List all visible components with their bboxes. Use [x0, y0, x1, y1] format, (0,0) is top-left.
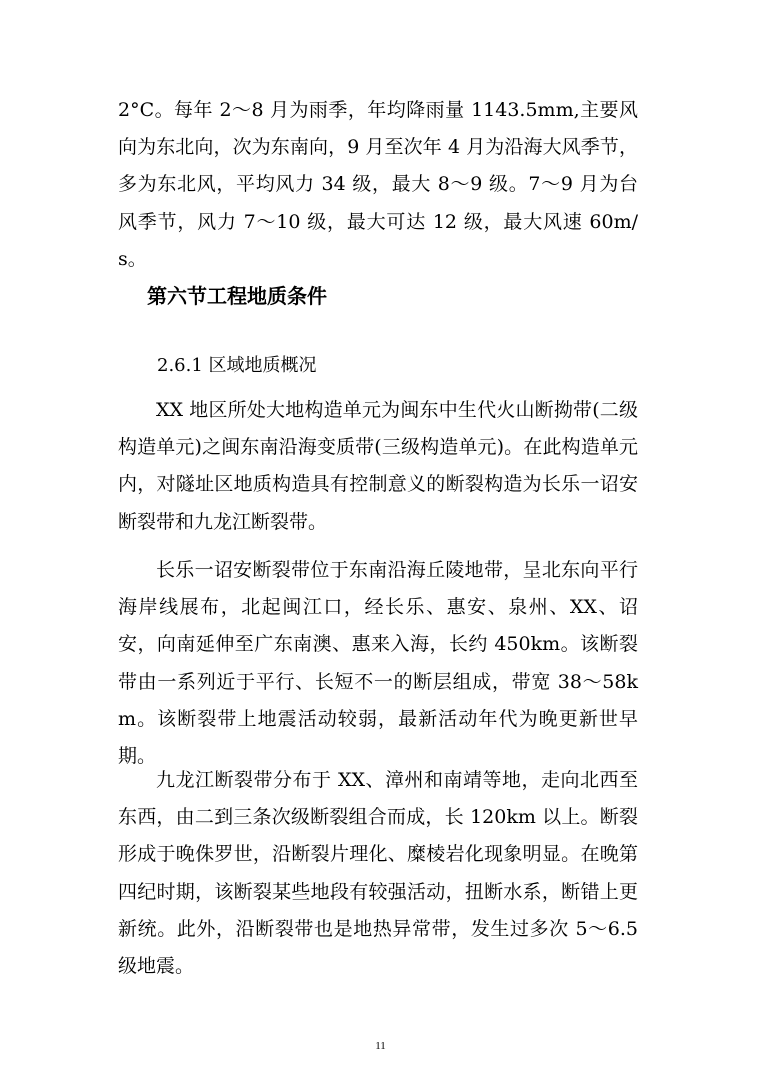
section-heading: 第六节工程地质条件	[147, 284, 327, 308]
subsection-heading: 2.6.1 区域地质概况	[157, 355, 317, 376]
page-number: 11	[375, 1040, 386, 1052]
paragraph-jiulongjiang-fault: 九龙江断裂带分布于 XX、漳州和南靖等地，走向北西至东西，由二到三条次级断裂组合而成，长 120km 以上。断裂形成于晚侏罗世，沿断裂片理化、糜棱岩化现象明显。在晚第四纪时期，该断裂某些地段有较强活动，扭断水系，断错上更新统。此外，沿断裂带也是地热异常带，发生过多次 5～6.5 级地震。	[118, 769, 638, 978]
paragraph-changle-zhaoan-fault: 长乐一诏安断裂带位于东南沿海丘陵地带，呈北东向平行海岸线展布，北起闽江口，经长乐、惠安、泉州、XX、诏安，向南延伸至广东南澳、惠来入海，长约 450km。该断裂带由一系列近于平行、长短不一的断层组成，带宽 38～58km。该断裂带上地震活动较弱，最新活动年代为晚更新世早期。	[118, 559, 638, 768]
paragraph-regional-geology: XX 地区所处大地构造单元为闽东中生代火山断拗带(二级构造单元)之闽东南沿海变质带(三级构造单元)。在此构造单元内，对隧址区地质构造具有控制意义的断裂构造为长乐一诏安断裂带和九龙江断裂带。	[118, 399, 638, 533]
paragraph-climate: 2°C。每年 2～8 月为雨季，年均降雨量 1143.5mm,主要风向为东北向，次为东南向，9 月至次年 4 月为沿海大风季节，多为东北风，平均风力 34 级，最大 8～9 级。7～9 月为台风季节，风力 7～10 级，最大可达 12 级，最大风速 60m/s。	[118, 99, 638, 270]
